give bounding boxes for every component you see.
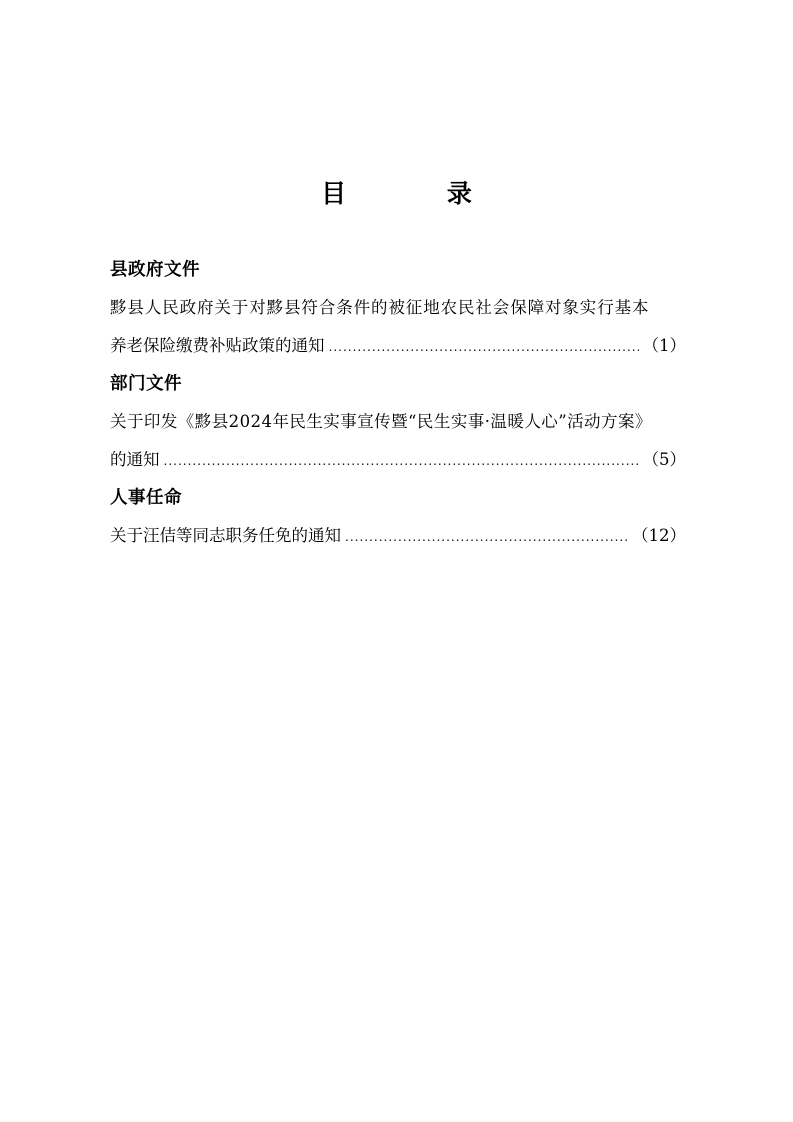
toc-entry-line[interactable] (110, 524, 686, 549)
toc-entry-line[interactable] (110, 448, 686, 473)
section-heading-personnel: 人事任命 (110, 488, 182, 508)
section-heading-department: 部门文件 (110, 374, 182, 394)
toc-entry-line[interactable] (110, 296, 686, 320)
toc-entry-text: 关于印发《黟县2024年民生实事宣传暨“民生实事·温暖人心”活动方案》 (110, 412, 652, 431)
toc-entry-text: 的通知 (110, 450, 160, 469)
toc-entry-text: 黟县人民政府关于对黟县符合条件的被征地农民社会保障对象实行基本 (110, 298, 650, 317)
toc-entry-line[interactable] (110, 410, 686, 434)
page-number: （12） (632, 526, 686, 545)
dot-leader (164, 449, 639, 473)
section-heading-county-government: 县政府文件 (110, 260, 200, 280)
dot-leader (345, 525, 628, 549)
dot-leader (329, 335, 639, 359)
toc-entry-line[interactable] (110, 334, 686, 359)
toc-entry-text: 养老保险缴费补贴政策的通知 (110, 336, 325, 355)
page-number: （5） (642, 450, 686, 469)
toc-title: 目 录 (321, 179, 518, 208)
toc-entry-text: 关于汪佶等同志职务任免的通知 (110, 526, 341, 545)
page-number: （1） (642, 336, 686, 355)
